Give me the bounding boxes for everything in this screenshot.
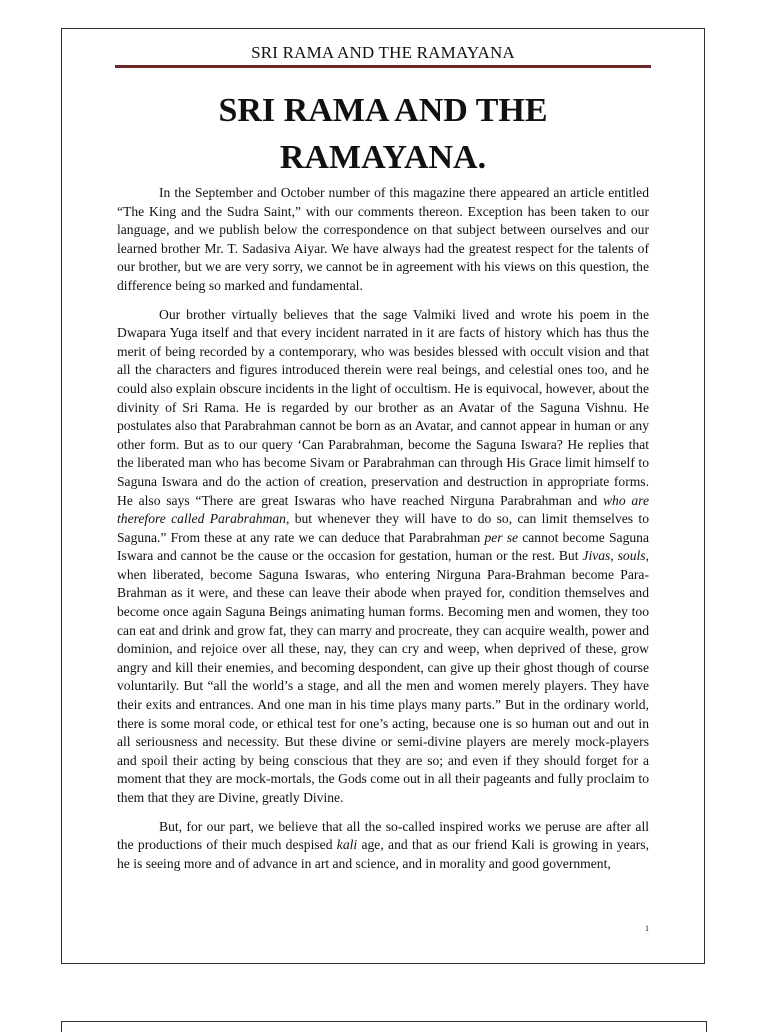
italic-text: kali	[336, 837, 358, 853]
text-run: Our brother virtually believes that the sage Valmiki lived and wrote his poem in the Dwapara Yuga itself and that every incident narrated in it are facts of history which has thus the merit of being recorded by a contemporary, who was besides blessed with occult vision and that all the characters and figures introduced therein were real beings, and celestial ones too, and he could also explain obscure incidents in the light of occultism. He is equivocal, however, about the divinity of Sri Rama. He is regarded by our brother as an Avatar of the Saguna Vishnu. He postulates also that Parabrahman cannot be born as an Avatar, and cannot appear in human or any other form. But as to our query ‘Can Parabrahman, become the Saguna Iswara? He replies that the liberated man who has become Sivam or Parabrahman can through His Grace limit himself to Saguna Iswara and do the action of creation, preservation and destruction in appropriate forms. He also says “There are great Iswaras who have reached Nirguna Parabrahman and	[117, 306, 649, 508]
italic-text: Jivas	[582, 548, 611, 564]
running-head: SRI RAMA AND THE RAMAYANA	[251, 43, 515, 62]
text-run: ,	[610, 548, 618, 564]
article-title	[102, 87, 664, 181]
text-run: , but whenever they will have to do so, can limit themselves to Saguna.” From these at any rate we can deduce that Parabrahman	[117, 511, 649, 545]
italic-text: who are therefore called Parabrahman	[117, 492, 650, 527]
article-title-line-2: RAMAYANA.	[279, 139, 487, 176]
text-run: But, for our part, we believe that all the so-called inspired works we peruse are after all the productions of their much despised	[117, 818, 649, 853]
text-run: cannot become Saguna Iswara and cannot be the cause or the occasion for gestation, human or the rest. But	[117, 529, 649, 564]
italic-text: souls	[617, 548, 646, 564]
next-page-edge	[61, 1021, 707, 1032]
paragraph	[117, 184, 649, 296]
text-run: age, and that as our friend Kali is growing in years, he is seeing more and of advance in art and science, and in morality and good government,	[117, 837, 649, 871]
paragraph	[117, 818, 649, 874]
document-page	[61, 28, 705, 964]
paragraph	[117, 306, 649, 808]
text-run: In the September and October number of this magazine there appeared an article entitled “The King and the Sudra Saint,” with our comments thereon. Exception has been taken to our language, and we publish below the correspondence on that subject between ourselves and our learned brother Mr. T. Sadasiva Aiyar. We have always had the greatest respect for the talents of our brother, but we are very sorry, we cannot be in agreement with his views on this question, the difference being so marked and fundamental.	[117, 185, 649, 293]
header-rule	[115, 65, 651, 68]
italic-text: per se	[484, 529, 519, 545]
article-body	[117, 184, 649, 883]
page-number: 1	[645, 924, 649, 933]
text-run: , when liberated, become Saguna Iswaras, who entering Nirguna Para-Brahman become Para-Brahman as it were, and these can leave their abode when prayed for, condition themselves and become once again Saguna Beings animating human forms. Becoming men and women, they too can eat and drink and grow fat, they can marry and procreate, they can acquire wealth, power and dominion, and rejoice over all these, nay, they can cry and weep, when deprived of these, grow angry and kill their enemies, and becoming despondent, can give up their ghost though of course voluntarily. But “all the world’s a stage, and all the men and women merely players. They have their exits and entrances. And one man in his time plays many parts.” But in the ordinary world, there is some moral code, or ethical test for one’s acting, because one is so human out and out in all seriousness and necessity. But these divine or semi-divine players are merely mock-players and spoil their acting by being conscious that they are so; and even if they should forget for a moment that they are mock-mortals, the Gods come out in all their pageants and fully proclaim to them that they are Divine, greatly Divine.	[117, 548, 649, 805]
article-title-line-1: SRI RAMA AND THE	[218, 92, 548, 129]
